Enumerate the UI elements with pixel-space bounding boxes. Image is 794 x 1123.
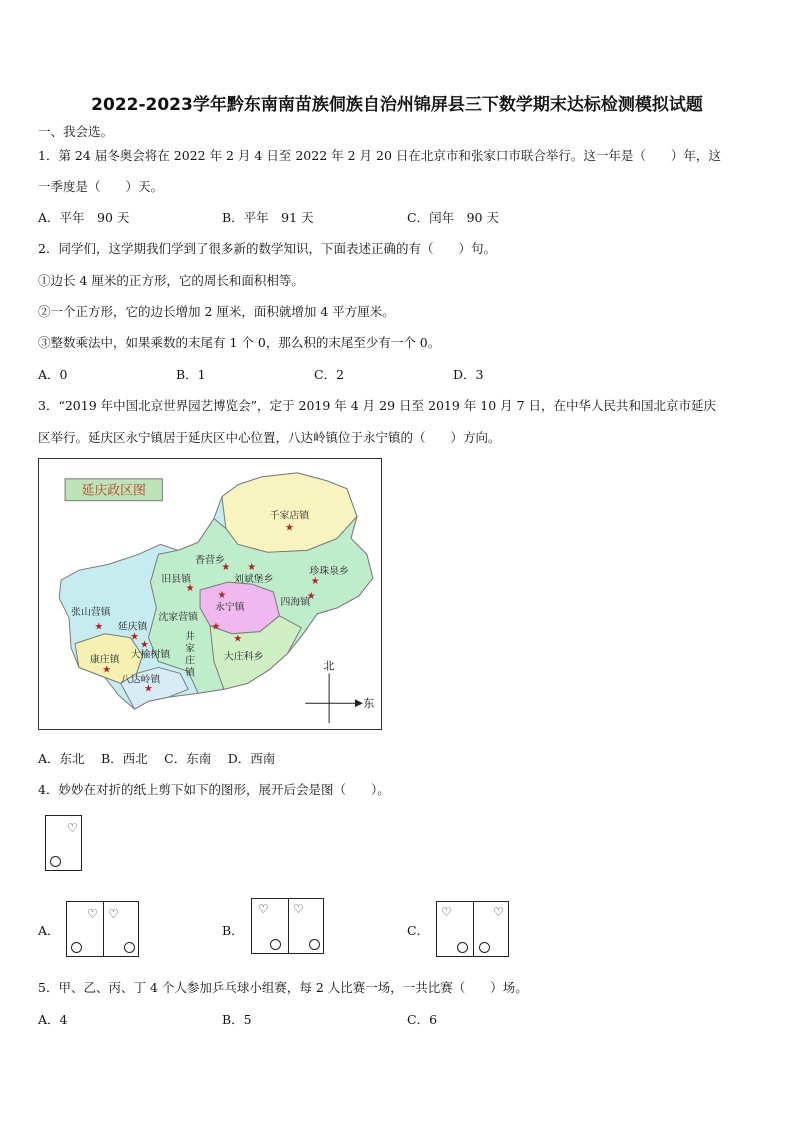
- star-icon: ★: [221, 562, 231, 574]
- star-icon: ★: [185, 583, 195, 595]
- star-icon: ★: [140, 639, 149, 651]
- map-label-sihai: 四海镇: [280, 596, 311, 608]
- map-label-zhuang: 庄: [185, 655, 196, 667]
- q2-option-b: B．1: [176, 367, 206, 382]
- star-icon: ★: [94, 621, 104, 633]
- q2-stem: 2．同学们，这学期我们学到了很多新的数学知识，下面表述正确的有（ ）句。: [38, 241, 496, 256]
- map-label-badaling: 八达岭镇: [120, 674, 161, 686]
- map-label-dayushu: 大榆树镇: [130, 649, 171, 661]
- map-label-kangzhuang: 康庄镇: [89, 654, 120, 666]
- map-label-qianjiadian: 千家店镇: [269, 510, 310, 522]
- map-label-zhangshanying: 张山营镇: [71, 606, 111, 618]
- q3-line2: 区举行。延庆区永宁镇居于延庆区中心位置，八达岭镇位于永宁镇的（ ）方向。: [38, 430, 501, 445]
- q4-cut-shape: [45, 815, 82, 871]
- map-title: 延庆政区图: [81, 483, 146, 499]
- circle-icon: [124, 942, 135, 953]
- q4-label-b: B．: [222, 923, 244, 938]
- heart-icon: ♡: [87, 907, 98, 921]
- map-label-dazhuangke: 大庄科乡: [223, 651, 264, 663]
- map-label-zhenzhuquan: 珍珠泉乡: [309, 566, 349, 578]
- circle-icon: [309, 939, 320, 950]
- heart-icon: ♡: [293, 902, 304, 916]
- map-label-yongning: 永宁镇: [214, 601, 245, 613]
- map-label-jing: 井: [185, 631, 196, 643]
- q4-label-c: C．: [407, 923, 430, 938]
- star-icon: ★: [217, 589, 227, 601]
- q1-line1: 1．第 24 届冬奥会将在 2022 年 2 月 4 日至 2022 年 2 月 20 日在北京市和张家口市联合举行。这一年是（ ）年，这: [38, 148, 721, 163]
- heart-icon: ♡: [67, 821, 78, 835]
- q5-option-b: B．5: [222, 1012, 252, 1027]
- q2-statement-3: ③整数乘法中，如果乘数的末尾有 1 个 0，那么积的末尾至少有一个 0。: [38, 335, 441, 350]
- star-icon: ★: [233, 633, 243, 645]
- q5-option-a: A．4: [38, 1012, 68, 1027]
- star-icon: ★: [310, 576, 320, 588]
- q2-statement-1: ①边长 4 厘米的正方形，它的周长和面积相等。: [38, 273, 304, 288]
- section-heading: 一、我会选。: [38, 124, 114, 139]
- q1-line2: 一季度是（ ）天。: [38, 179, 164, 194]
- heart-icon: ♡: [108, 907, 119, 921]
- star-icon: ★: [144, 683, 153, 695]
- q2-option-d: D．3: [453, 367, 484, 382]
- map-label-xiangying: 香营乡: [195, 555, 225, 567]
- q5-option-c: C．6: [407, 1012, 438, 1027]
- circle-icon: [50, 856, 61, 867]
- circle-icon: [457, 942, 468, 953]
- q3-options: A．东北 B．西北 C．东南 D．西南: [38, 751, 276, 766]
- page-title: 2022-2023学年黔东南南苗族侗族自治州锦屏县三下数学期末达标检测模拟试题: [91, 95, 703, 115]
- map-label-jia: 家: [185, 643, 196, 655]
- star-icon: ★: [130, 631, 140, 643]
- heart-icon: ♡: [441, 905, 452, 919]
- compass-east-label: 东: [363, 697, 375, 711]
- map-label-liubinpu: 刘斌堡乡: [233, 574, 274, 586]
- compass-icon: [305, 659, 374, 723]
- heart-icon: ♡: [493, 905, 504, 919]
- q4-label-a: A．: [38, 923, 60, 938]
- star-icon: ★: [102, 664, 112, 676]
- star-icon: ★: [211, 621, 221, 633]
- map-label-yanqing: 延庆镇: [117, 621, 148, 633]
- star-icon: ★: [306, 590, 316, 602]
- q4-option-a-figure: [66, 901, 139, 957]
- heart-icon: ♡: [258, 902, 269, 916]
- q1-option-c: C．闰年 90 天: [407, 210, 499, 225]
- q2-option-a: A．0: [38, 367, 68, 382]
- circle-icon: [479, 942, 490, 953]
- compass-north-label: 北: [323, 659, 335, 673]
- q1-option-b: B．平年 91 天: [222, 210, 314, 225]
- q4-stem: 4．妙妙在对折的纸上剪下如下的图形，展开后会是图（ ）。: [38, 782, 390, 797]
- star-icon: ★: [284, 522, 294, 534]
- q4-option-c-figure: [436, 901, 509, 957]
- yanqing-district-map: [38, 458, 382, 730]
- q2-statement-2: ②一个正方形，它的边长增加 2 厘米，面积就增加 4 平方厘米。: [38, 304, 395, 319]
- map-label-shenjiaying: 沈家营镇: [158, 611, 199, 623]
- q4-option-b-figure: [251, 898, 324, 954]
- q1-option-a: A．平年 90 天: [38, 210, 130, 225]
- map-label-jiuxian: 旧县镇: [161, 574, 192, 586]
- q2-option-c: C．2: [314, 367, 345, 382]
- circle-icon: [71, 942, 82, 953]
- circle-icon: [270, 939, 281, 950]
- star-icon: ★: [247, 562, 257, 574]
- map-label-zhen: 镇: [185, 667, 196, 679]
- q3-line1: 3．“2019 年中国北京世界园艺博览会”，定于 2019 年 4 月 29 日至 2019 年 10 月 7 日，在中华人民共和国北京市延庆: [38, 398, 717, 413]
- q5-stem: 5．甲、乙、丙、丁 4 个人参加乒乓球小组赛，每 2 人比赛一场，一共比赛（ ）场。: [38, 980, 528, 995]
